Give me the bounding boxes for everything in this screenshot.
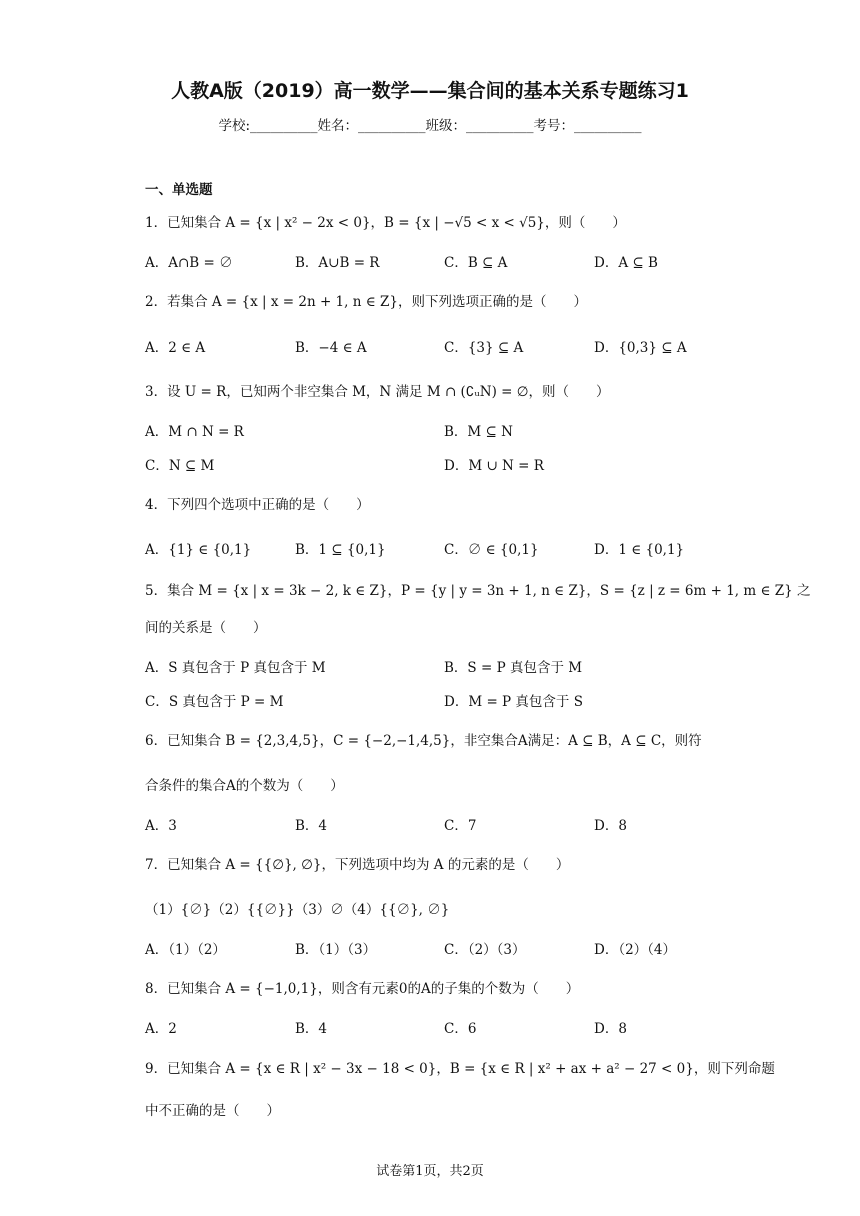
question-5-option-c: C．S 真包含于 P = M	[145, 694, 284, 710]
page-title: 人教A版（2019）高一数学——集合间的基本关系专题练习1	[171, 80, 689, 102]
question-5-stem-continued: 间的关系是（ ）	[145, 620, 267, 636]
question-2-option-a: A．2 ∈ A	[145, 340, 206, 356]
question-6-option-b: B．4	[295, 818, 328, 834]
question-1-stem: 1．已知集合 A = {x | x² − 2x < 0}，B = {x | −√5 < x < √5}，则（ ）	[145, 215, 626, 231]
question-7-option-d: D．（2）（4）	[594, 942, 677, 958]
question-4-option-c: C．∅ ∈ {0,1}	[444, 542, 539, 558]
question-3-stem: 3．设 U = R，已知两个非空集合 M，N 满足 M ∩ (∁ᵤN) = ∅，则（ ）	[145, 384, 610, 400]
question-9-stem: 9．已知集合 A = {x ∈ R | x² − 3x − 18 < 0}，B = {x ∈ R | x² + ax + a² − 27 < 0}，则下列命题	[145, 1061, 775, 1077]
question-7-option-c: C．（2）（3）	[444, 942, 526, 958]
question-8-option-a: A．2	[145, 1021, 177, 1037]
question-2-option-b: B．−4 ∈ A	[295, 340, 367, 356]
question-1-option-b: B．A∪B = R	[295, 255, 380, 271]
question-5-option-d: D．M = P 真包含于 S	[444, 694, 583, 710]
question-6-stem: 6．已知集合 B = {2,3,4,5}，C = {−2,−1,4,5}，非空集合A满足：A ⊆ B，A ⊆ C，则符	[145, 733, 702, 749]
question-7-stem: 7．已知集合 A = {{∅}, ∅}，下列选项中均为 A 的元素的是（ ）	[145, 857, 570, 873]
question-1-option-c: C．B ⊆ A	[444, 255, 508, 271]
question-6-option-d: D．8	[594, 818, 627, 834]
question-5-option-a: A．S 真包含于 P 真包含于 M	[145, 660, 326, 676]
question-3-option-c: C．N ⊆ M	[145, 458, 215, 474]
question-2-option-c: C．{3} ⊆ A	[444, 340, 524, 356]
question-4-option-b: B．1 ⊆ {0,1}	[295, 542, 386, 558]
question-2-option-d: D．{0,3} ⊆ A	[594, 340, 687, 356]
question-4-stem: 4．下列四个选项中正确的是（ ）	[145, 497, 370, 513]
question-6-option-c: C．7	[444, 818, 477, 834]
question-4-option-a: A．{1} ∈ {0,1}	[145, 542, 252, 558]
question-7-stem-continued: （1）{∅}（2）{{∅}}（3）∅（4）{{∅}, ∅}	[145, 902, 450, 918]
section-heading: 一、单选题	[145, 182, 213, 198]
question-6-stem-continued: 合条件的集合A的个数为（ ）	[145, 778, 344, 794]
question-8-option-b: B．4	[295, 1021, 328, 1037]
question-3-option-b: B．M ⊆ N	[444, 424, 513, 440]
question-9-stem-continued: 中不正确的是（ ）	[145, 1103, 280, 1119]
question-1-option-d: D．A ⊆ B	[594, 255, 658, 271]
question-8-option-c: C．6	[444, 1021, 477, 1037]
question-2-stem: 2．若集合 A = {x | x = 2n + 1, n ∈ Z}，则下列选项正确的是（ ）	[145, 294, 587, 310]
question-7-option-a: A．（1）（2）	[145, 942, 226, 958]
question-6-option-a: A．3	[145, 818, 177, 834]
question-3-option-a: A．M ∩ N = R	[145, 424, 244, 440]
question-5-option-b: B．S = P 真包含于 M	[444, 660, 583, 676]
question-7-option-b: B．（1）（3）	[295, 942, 377, 958]
question-1-option-a: A．A∩B = ∅	[145, 255, 233, 271]
question-5-stem: 5．集合 M = {x | x = 3k − 2, k ∈ Z}，P = {y | y = 3n + 1, n ∈ Z}，S = {z | z = 6m + 1, m ∈ Z} 之	[145, 583, 811, 599]
question-8-option-d: D．8	[594, 1021, 627, 1037]
question-8-stem: 8．已知集合 A = {−1,0,1}，则含有元素0的A的子集的个数为（ ）	[145, 981, 580, 997]
student-info-line: 学校:__________姓名：__________班级：__________考号：__________	[218, 118, 642, 134]
question-3-option-d: D．M ∪ N = R	[444, 458, 544, 474]
page-footer: 试卷第1页，共2页	[376, 1164, 484, 1179]
question-4-option-d: D．1 ∈ {0,1}	[594, 542, 685, 558]
